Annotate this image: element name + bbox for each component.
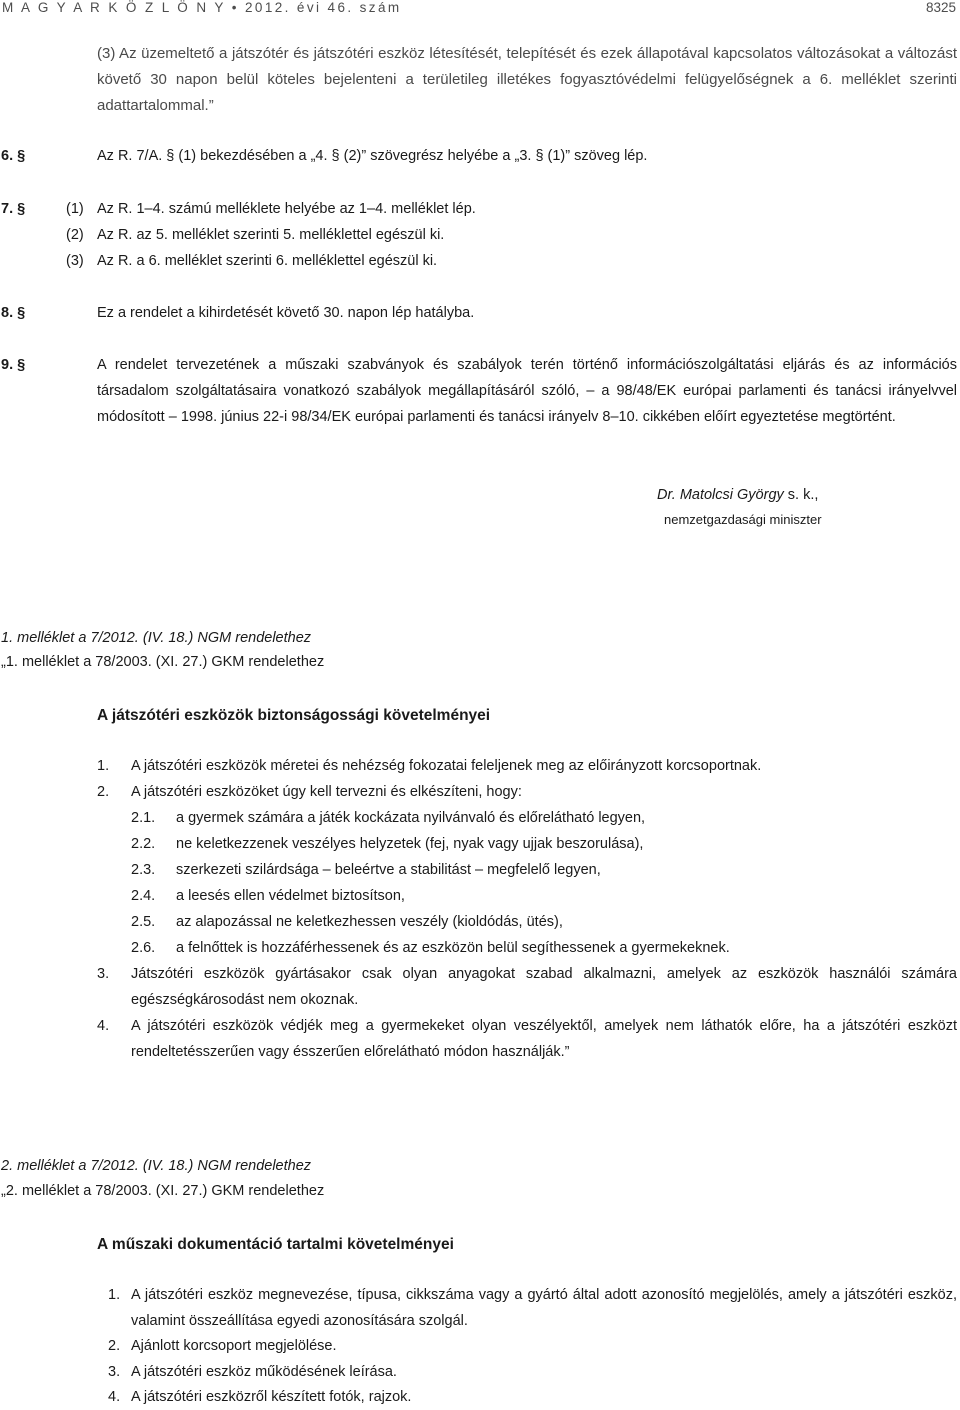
annex-1-subitem-text: a gyermek számára a játék kockázata nyilvánvaló és előrelátható legyen, [176,810,646,826]
section-7-item-1-text: Az R. 1–4. számú melléklete helyébe az 1–4. melléklet lép. [97,201,476,217]
signatory-title: nemzetgazdasági miniszter [664,512,822,527]
section-7-item-2-text: Az R. az 5. melléklet szerinti 5. melléklettel egészül ki. [97,227,445,243]
annex-1-subitem-text: az alapozással ne keletkezhessen veszély (kioldódás, ütés), [176,914,563,930]
annex-1-subitem-number: 2.4. [131,888,156,904]
annex-1-item-2-number: 2. [97,784,110,800]
annex-1-item-4-text: A játszótéri eszközök védjék meg a gyermekeket olyan veszélyektől, amelyek nem láthatók előre, ha a játszótéri eszközt rendeltetésszerűen vagy ésszerűen előrelátható módon használják.” [131,1018,957,1060]
annex-2-item-2-text: Ajánlott korcsoport megjelölése. [131,1338,337,1354]
section-7-number: 7. § [1,201,26,217]
annex-1-subitem-text: a felnőttek is hozzáférhessenek és az eszközön belül segíthessenek a gyermekeknek. [176,940,730,956]
annex-1-subitem-number: 2.5. [131,914,156,930]
annex-1-item-1-number: 1. [97,758,110,774]
paragraph-3: (3) Az üzemeltető a játszótér és játszótéri eszköz létesítését, telepítését és ezek állapotával kapcsolatos változásokat a változást követő 30 napon belül köteles bejelenteni a területileg illetékes fogyasztóvédelmi felügyelőségnek a 6. melléklet szerinti adattartalommal.” [97,45,957,114]
annex-1-subitem-number: 2.2. [131,836,156,852]
annex-2-item-2-number: 2. [108,1338,121,1354]
annex-2-item-4-number: 4. [108,1389,121,1405]
annex-1-item-4-number: 4. [97,1018,110,1034]
annex-2-sub: „2. melléklet a 78/2003. (XI. 27.) GKM rendelethez [1,1183,325,1199]
annex-2-heading: A műszaki dokumentáció tartalmi követelményei [97,1236,454,1253]
section-8-text: Ez a rendelet a kihirdetését követő 30. napon lép hatályba. [97,305,475,321]
section-9-text: A rendelet tervezetének a műszaki szabványok és szabályok terén történő információszolgáltatási eljárás és az információs társadalom szolgáltatásaira vonatkozó szabályok megállapításáról szóló, – a 98/48/EK európai parlamenti és tanácsi irányelvvel módosított – 1998. június 22-i 98/34/EK európai parlamenti és tanácsi irányelv 8–10. cikkében előírt egyeztetése megtörtént. [97,357,957,425]
section-7-item-1-number: (1) [66,201,84,217]
section-8-number: 8. § [1,305,26,321]
annex-1-item-3-number: 3. [97,966,110,982]
annex-2-item-3-number: 3. [108,1364,121,1380]
annex-1-item-1-text: A játszótéri eszközök méretei és nehézség fokozatai feleljenek meg az előirányzott korcsoportnak. [131,758,762,774]
page-number: 8325 [925,0,956,15]
signatory-name: Dr. Matolcsi György s. k., [657,487,819,503]
section-6-text: Az R. 7/A. § (1) bekezdésében a „4. § (2)” szövegrész helyébe a „3. § (1)” szöveg lép. [97,148,648,164]
annex-2-item-3-text: A játszótéri eszköz működésének leírása. [131,1364,397,1380]
annex-1-subitem-text: a leesés ellen védelmet biztosítson, [176,888,405,904]
annex-1-heading: A játszótéri eszközök biztonságossági követelményei [97,707,491,724]
annex-2-item-4-text: A játszótéri eszközről készített fotók, rajzok. [131,1389,412,1405]
section-6-number: 6. § [1,148,26,164]
annex-1-item-2-text: A játszótéri eszközöket úgy kell tervezni és elkészíteni, hogy: [131,784,522,800]
annex-1-subitem-number: 2.3. [131,862,156,878]
annex-2-item-1-number: 1. [108,1287,121,1303]
section-9-number: 9. § [1,357,26,373]
annex-2-item-1-text: A játszótéri eszköz megnevezése, típusa, cikkszáma vagy a gyártó által adott azonosító megjelölés, amely a játszótéri eszköz, valamint összeállítása egyedi azonosítására szolgál. [131,1287,957,1329]
section-7-item-3-number: (3) [66,253,84,269]
annex-1-sub: „1. melléklet a 78/2003. (XI. 27.) GKM rendelethez [1,654,325,670]
annex-1-item-3-text: Játszótéri eszközök gyártásakor csak olyan anyagokat szabad alkalmazni, amelyek az eszközök használói számára egészségkárosodást nem okoznak. [131,966,957,1008]
annex-1-subitem-text: szerkezeti szilárdsága – beleértve a stabilitást – megfelelő legyen, [176,862,601,878]
annex-1-subitem-text: ne keletkezzenek veszélyes helyzetek (fej, nyak vagy ujjak beszorulása), [176,836,644,852]
section-7-item-2-number: (2) [66,227,84,243]
section-7-item-3-text: Az R. a 6. melléklet szerinti 6. melléklettel egészül ki. [97,253,438,269]
annex-1-subitem-number: 2.1. [131,810,156,826]
annex-2-label: 2. melléklet a 7/2012. (IV. 18.) NGM rendelethez [1,1158,312,1174]
annex-1-subitem-number: 2.6. [131,940,156,956]
running-header: M A G Y A R K Ö Z L Ö N Y • 2012. évi 46. szám [2,0,402,15]
annex-1-label: 1. melléklet a 7/2012. (IV. 18.) NGM rendelethez [1,630,312,646]
